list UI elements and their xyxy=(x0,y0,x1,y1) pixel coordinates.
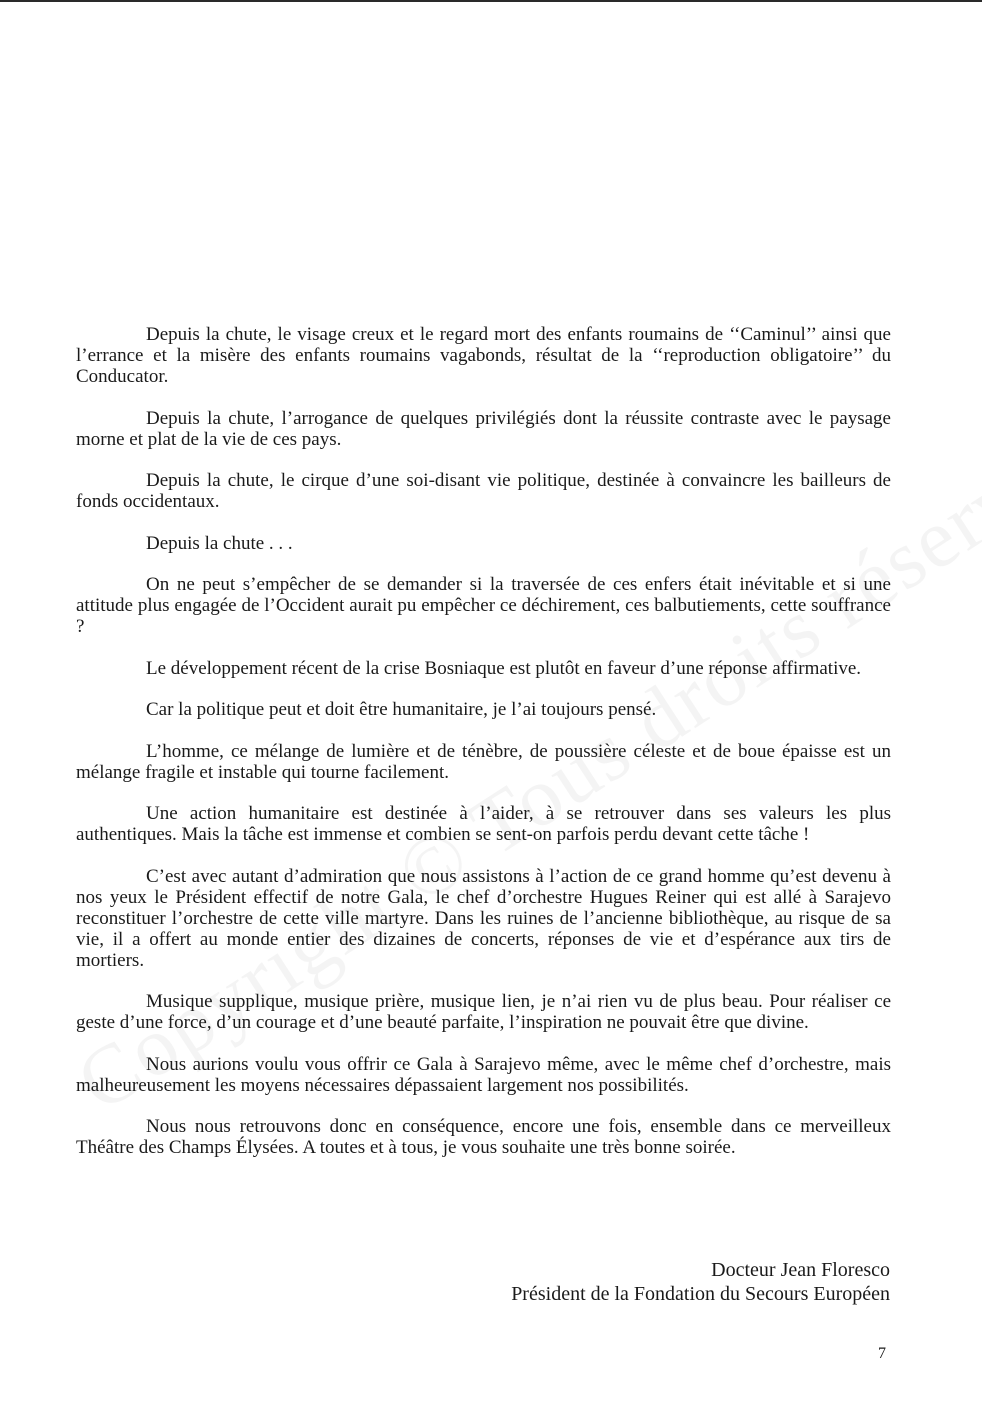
page-number: 7 xyxy=(878,1345,886,1362)
paragraph-8: L’homme, ce mélange de lumière et de ténèbre, de poussière céleste et de boue épaisse est un mélange fragile et instable qui tourne facilement. xyxy=(76,740,891,783)
paragraph-3: Depuis la chute, le cirque d’une soi-disant vie politique, destinée à convaincre les bailleurs de fonds occidentaux. xyxy=(76,470,891,512)
paragraph-1: Depuis la chute, le visage creux et le regard mort des enfants roumains de ‘‘Caminul’’ ainsi que l’errance et la misère des enfants roumains vagabonds, résultat de la ‘‘reproduction obligatoire’’ du Conducator. xyxy=(76,324,891,387)
signatory-name: Docteur Jean Floresco xyxy=(711,1259,890,1281)
signature-block xyxy=(511,1258,890,1306)
paragraph-9: Une action humanitaire est destinée à l’aider, à se retrouver dans ses valeurs les plus authentiques. Mais la tâche est immense et combien se sent-on parfois perdu devant cette tâche ! xyxy=(76,803,891,845)
paragraph-6: Le développement récent de la crise Bosniaque est plutôt en faveur d’une réponse affirmative. xyxy=(146,657,862,679)
paragraph-7: Car la politique peut et doit être humanitaire, je l’ai toujours pensé. xyxy=(146,699,657,720)
paragraph-13: Nous nous retrouvons donc en conséquence, encore une fois, ensemble dans ce merveilleux Théâtre des Champs Élysées. A toutes et à tous, je vous souhaite une très bonne soirée. xyxy=(76,1116,891,1158)
paragraph-4: Depuis la chute . . . xyxy=(146,532,293,554)
paragraph-12: Nous aurions voulu vous offrir ce Gala à Sarajevo même, avec le même chef d’orchestre, mais malheureusement les moyens nécessaires dépassaient largement nos possibilités. xyxy=(76,1053,891,1096)
signatory-title: Président de la Fondation du Secours Européen xyxy=(511,1283,890,1305)
paragraph-5: On ne peut s’empêcher de se demander si la traversée de ces enfers était inévitable et si une attitude plus engagée de l’Occident aurait pu empêcher ce déchirement, ces balbutiements, cette souffrance ? xyxy=(76,574,891,637)
paragraph-2: Depuis la chute, l’arrogance de quelques privilégiés dont la réussite contraste avec le paysage morne et plat de la vie de ces pays. xyxy=(76,407,891,450)
top-border-line xyxy=(0,0,982,2)
letter-body xyxy=(76,324,891,1179)
paragraph-11: Musique supplique, musique prière, musique lien, je n’ai rien vu de plus beau. Pour réaliser ce geste d’une force, d’un courage et d’une beauté parfaite, l’inspiration ne pouvait être que divine. xyxy=(76,991,891,1033)
paragraph-10: C’est avec autant d’admiration que nous assistons à l’action de ce grand homme qu’est devenu à nos yeux le Président effectif de notre Gala, le chef d’orchestre Hugues Reiner qui est allé à Sarajevo reconstituer l’orchestre de cette ville martyre. Dans les ruines de l’ancienne bibliothèque, au risque de sa vie, il a offert au monde entier des dizaines de concerts, réponses de vie et d’espérance aux tirs de mortiers. xyxy=(76,865,891,971)
